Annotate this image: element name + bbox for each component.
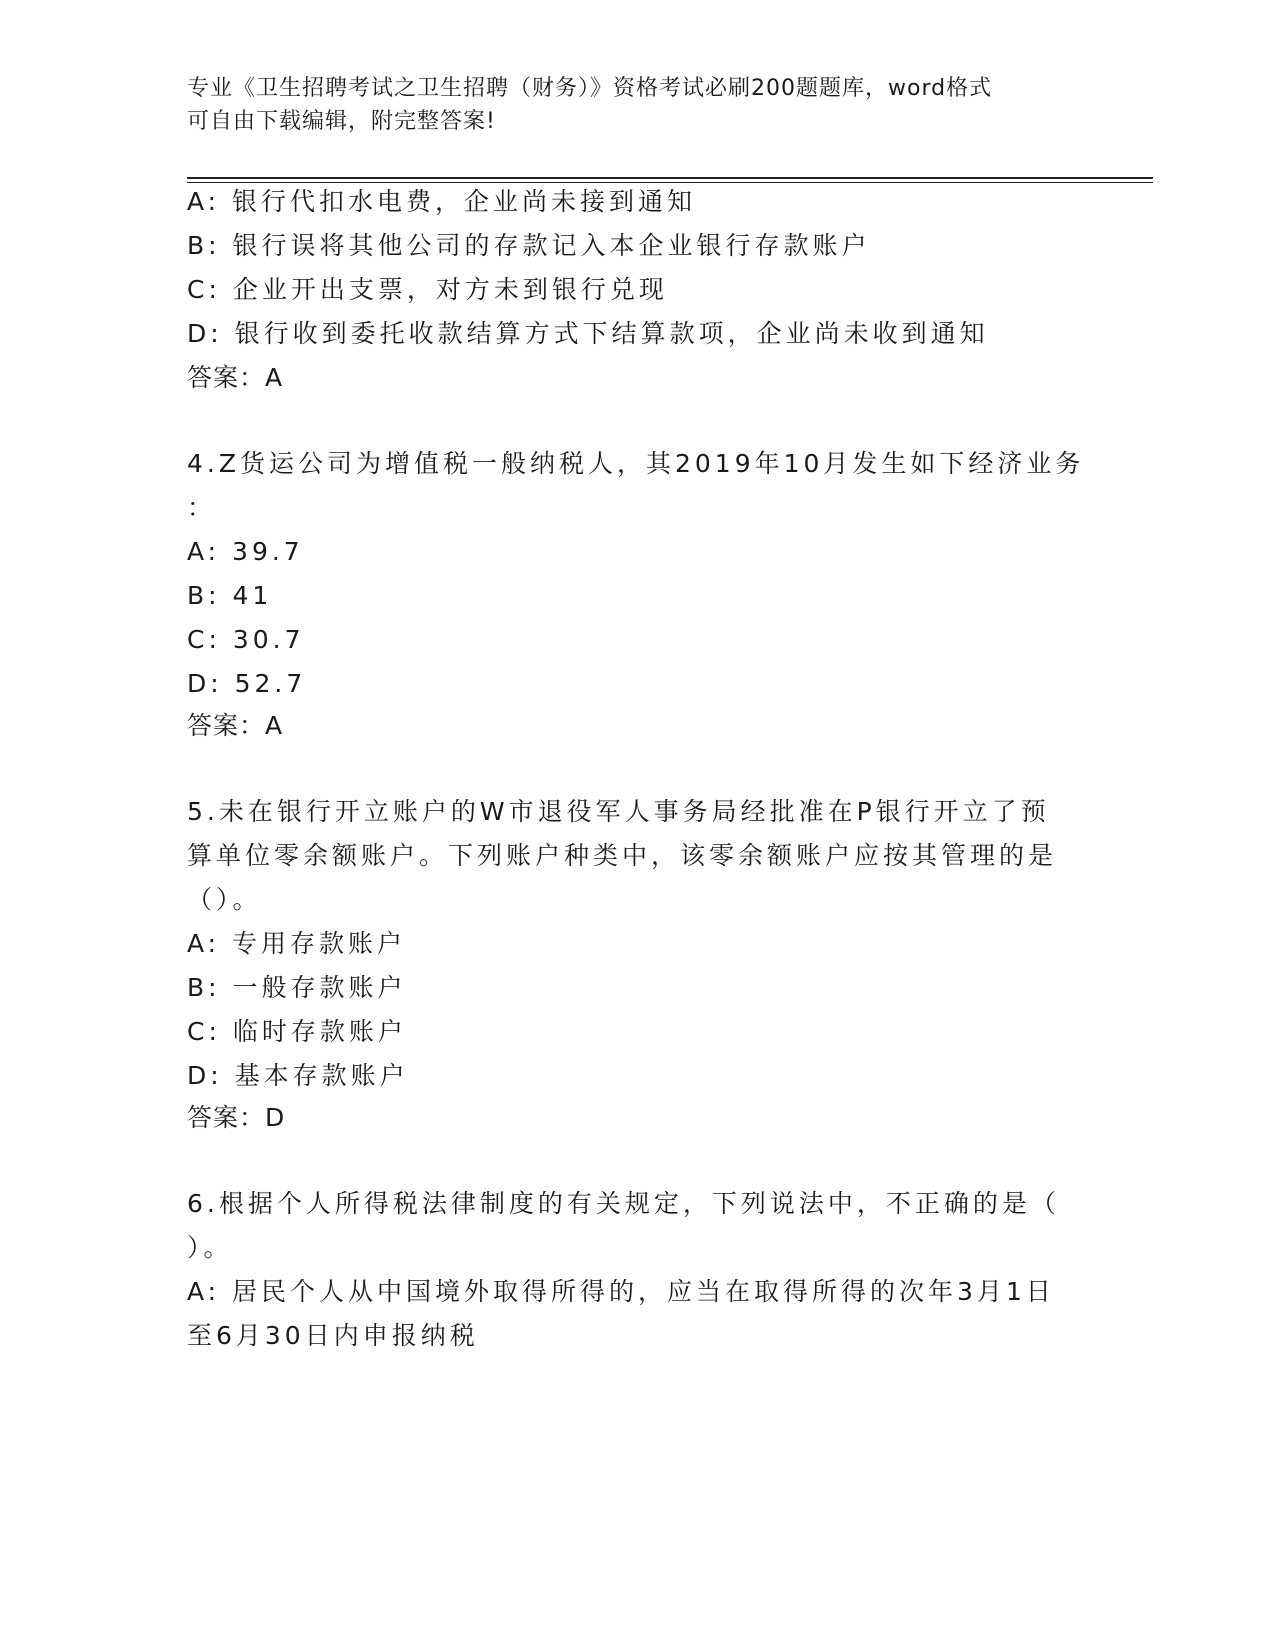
header-divider-thick [187,177,1153,179]
document-header [187,72,1087,138]
q5-option-c: C: 临时存款账户 [187,1017,407,1046]
q6-option-a-line-2: 至6月30日内申报纳税 [187,1321,479,1350]
q3-option-b: B: 银行误将其他公司的存款记入本企业银行存款账户 [187,231,871,260]
q6-stem-line-2: ）。 [187,1233,233,1262]
header-line-2: 可自由下载编辑，附完整答案! [187,109,496,134]
header-divider-thin [187,182,1153,183]
q4-answer: 答案：A [187,711,284,740]
q4-stem-line-1: 4.Z货运公司为增值税一般纳税人，其2019年10月发生如下经济业务 [187,449,1085,478]
q5-option-d: D: 基本存款账户 [187,1061,409,1090]
q4-option-b: B: 41 [187,581,273,610]
q3-option-d: D: 银行收到委托收款结算方式下结算款项，企业尚未收到通知 [187,319,989,348]
q5-stem-line-1: 5.未在银行开立账户的W市退役军人事务局经批准在P银行开立了预 [187,797,1050,826]
q3-option-a: A: 银行代扣水电费，企业尚未接到通知 [187,187,697,216]
q6-option-a-line-1: A: 居民个人从中国境外取得所得的，应当在取得所得的次年3月1日 [187,1277,1055,1306]
q5-stem-line-3: （）。 [187,885,262,914]
q3-answer: 答案：A [187,363,284,392]
q4-option-a: A: 39.7 [187,537,304,566]
q5-answer: 答案：D [187,1103,286,1132]
q6-stem-line-1: 6.根据个人所得税法律制度的有关规定，下列说法中，不正确的是（ [187,1189,1060,1218]
header-line-1: 专业《卫生招聘考试之卫生招聘（财务）》资格考试必刷200题题库，word格式 [187,76,993,101]
q4-option-c: C: 30.7 [187,625,305,654]
q5-option-b: B: 一般存款账户 [187,973,407,1002]
q3-option-c: C: 企业开出支票，对方未到银行兑现 [187,275,668,304]
q5-stem-line-2: 算单位零余额账户。下列账户种类中，该零余额账户应按其管理的是 [187,841,1058,870]
q4-stem-line-2: ： [187,493,217,522]
q5-option-a: A: 专用存款账户 [187,929,407,958]
q4-option-d: D: 52.7 [187,669,307,698]
